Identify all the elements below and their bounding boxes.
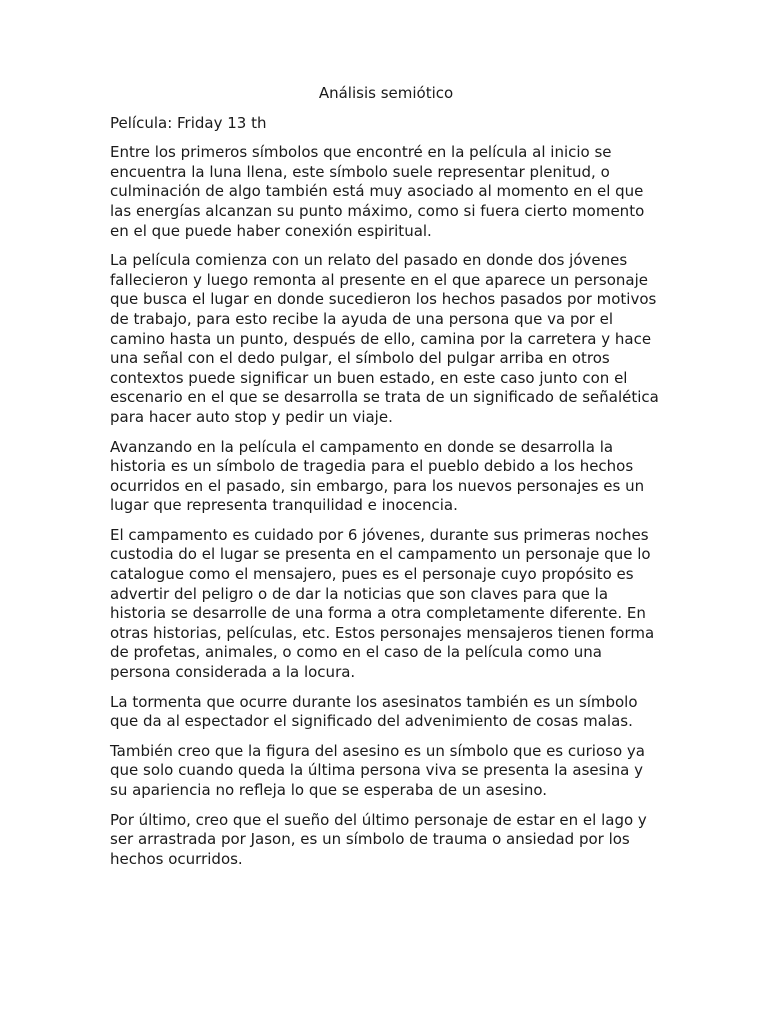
- paragraph-killer: También creo que la figura del asesino es un símbolo que es curioso ya que solo cuando queda la última persona viva se presenta la asesina y su apariencia no refleja lo que se esperaba de un asesino.: [110, 741, 645, 799]
- paragraph-messenger: El campamento es cuidado por 6 jóvenes, durante sus primeras noches custodia do el lugar se presenta en el campamento un personaje que lo catalogue como el mensajero, pues es el personaje cuyo propósito es advertir del peligro o de dar la noticias que son claves para que la historia se desarrolle de una forma a otra completamente diferente. En otras historias, películas, etc. Estos personajes mensajeros tienen forma de profetas, animales, o como en el caso de la película como una persona considerada a la locura.: [110, 525, 655, 682]
- movie-line: Película: Friday 13 th: [110, 113, 267, 132]
- document-title: Análisis semiótico: [318, 84, 454, 102]
- paragraph-storm: La tormenta que ocurre durante los asesinatos también es un símbolo que da al espectador el significado del advenimiento de cosas malas.: [110, 692, 638, 731]
- paragraph-full-moon: Entre los primeros símbolos que encontré en la película al inicio se encuentra la luna llena, este símbolo suele representar plenitud, o culminación de algo también está muy asociado al momento en el que las energías alcanzan su punto máximo, como si fuera cierto momento en el que puede haber conexión espiritual.: [110, 143, 645, 240]
- paragraph-opening-story: La película comienza con un relato del pasado en donde dos jóvenes fallecieron y luego remonta al presente en el que aparece un personaje que busca el lugar en donde sucedieron los hechos pasados por motivos de trabajo, para esto recibe la ayuda de una persona que va por el camino hasta un punto, después de ello, camina por la carretera y hace una señal con el dedo pulgar, el símbolo del pulgar arriba en otros contextos puede significar un buen estado, en este caso junto con el escenario en el que se desarrolla se trata de un significado de señalética para hacer auto stop y pedir un viaje.: [110, 251, 659, 426]
- paragraph-dream: Por último, creo que el sueño del último personaje de estar en el lago y ser arrastrada por Jason, es un símbolo de trauma o ansiedad por los hechos ocurridos.: [110, 810, 647, 868]
- document-page: [110, 84, 662, 879]
- paragraph-camp-symbol: Avanzando en la película el campamento en donde se desarrolla la historia es un símbolo de tragedia para el pueblo debido a los hechos ocurridos en el pasado, sin embargo, para los nuevos personajes es un lugar que representa tranquilidad e inocencia.: [110, 437, 645, 515]
